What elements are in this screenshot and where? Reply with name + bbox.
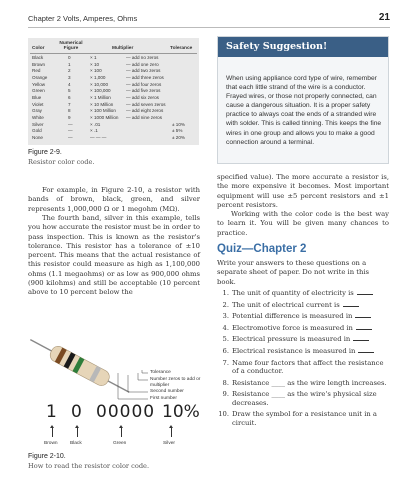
- cell-tolerance: ± 20%: [172, 134, 185, 140]
- quiz-question-number: 6.: [222, 346, 229, 355]
- safety-body: When using appliance cord type of wire, remember that each little strand of the wire is a conductor. Frayed wires, or those not properly connected, can cause a dangerous situation. It is a proper safety practice to always coat the ends of a stranded wire with solder. This is called tinning. This keeps the fine wires in one group and allows you to make a good connection around a terminal.: [226, 75, 382, 146]
- cell-figure: 5: [68, 88, 71, 94]
- digit-tolerance: 10%: [162, 402, 200, 422]
- table-row: [28, 75, 199, 81]
- table-row: [28, 115, 199, 121]
- cell-description: — add three zeros: [126, 74, 164, 80]
- cell-color: Brown: [32, 61, 46, 67]
- quiz-question-list: [217, 289, 389, 430]
- cell-figure: 4: [68, 81, 71, 87]
- quiz-question-text: The unit of electrical current is: [232, 300, 340, 309]
- chapter-title: Chapter 2 Volts, Amperes, Ohms: [28, 14, 138, 23]
- color-code-table: [28, 38, 199, 145]
- cell-description: — add seven zeros: [126, 101, 166, 107]
- label-multiplier: Number zeros to add or multiplier: [150, 377, 201, 388]
- cell-description: — add two zeros: [126, 68, 161, 74]
- safety-suggestion-box: [217, 36, 389, 164]
- quiz-question: [217, 312, 389, 320]
- quiz-question: [217, 359, 389, 376]
- table-row: [28, 82, 199, 88]
- cell-description: — add six zeros: [126, 94, 159, 100]
- answer-blank: [355, 312, 371, 318]
- answer-blank: [356, 324, 372, 330]
- answer-blank: [357, 289, 373, 295]
- figure-2-10-number: Figure 2-10.: [28, 453, 66, 460]
- quiz-question: [217, 379, 389, 387]
- leader-multiplier: [138, 373, 148, 380]
- right-paragraph-2: Working with the color code is the best way to learn it. You will be given many chances to practice.: [217, 210, 389, 237]
- figure-2-9-number: Figure 2-9.: [28, 149, 62, 156]
- safety-header: [218, 37, 388, 57]
- table-row: [28, 68, 199, 74]
- quiz-question: [217, 324, 389, 332]
- cell-description: — add no zeros: [126, 55, 159, 60]
- cell-multiplier: × 1,000: [90, 74, 106, 80]
- cell-color: Violet: [32, 101, 44, 107]
- quiz-question-number: 8.: [222, 378, 229, 387]
- quiz-question: [217, 390, 389, 407]
- band-name-first: Brown: [44, 441, 58, 446]
- table-header-tolerance: Tolerance: [170, 46, 193, 51]
- quiz-question-text: Electromotive force is measured in: [232, 323, 353, 332]
- quiz-question-text: Draw the symbol for a resistance unit in a circuit.: [232, 410, 377, 427]
- cell-color: Red: [32, 68, 41, 74]
- cell-color: Silver: [32, 121, 44, 127]
- table-header-rule: [30, 53, 197, 54]
- cell-multiplier: × .01: [90, 121, 101, 127]
- table-header-figure: Numerical Figure: [59, 41, 83, 51]
- cell-figure: 9: [68, 114, 71, 120]
- cell-multiplier: × 10 Million: [90, 101, 114, 107]
- cell-multiplier: × 1 Million: [90, 94, 111, 100]
- cell-figure: 1: [68, 61, 71, 67]
- cell-color: White: [32, 114, 44, 120]
- cell-multiplier: — — —: [90, 134, 107, 140]
- cell-description: — add five zeros: [126, 88, 161, 94]
- cell-description: — add nine zeros: [126, 114, 163, 120]
- cell-figure: 8: [68, 108, 71, 114]
- band-name-second: Black: [70, 441, 82, 446]
- cell-multiplier: × 10: [90, 61, 100, 67]
- cell-tolerance: ± 5%: [172, 128, 183, 134]
- cell-multiplier: × 100 Million: [90, 108, 116, 114]
- resistor-lead-left: [30, 340, 53, 352]
- figure-2-10-caption: How to read the resistor color code.: [28, 462, 150, 470]
- safety-title: Safety Suggestion!: [226, 41, 328, 52]
- quiz-intro: Write your answers to these questions on a separate sheet of paper. Do not write in this book.: [217, 259, 370, 286]
- arrow-first: [52, 427, 53, 437]
- table-row: [28, 95, 199, 101]
- quiz-question-text: Potential difference is measured in: [232, 312, 353, 321]
- quiz-question-number: 2.: [222, 300, 229, 309]
- resistor-lead-right: [106, 380, 129, 392]
- quiz-question-number: 10.: [218, 410, 229, 419]
- cell-color: Blue: [32, 94, 42, 100]
- leader-tolerance: [142, 370, 148, 373]
- cell-multiplier: × 10,000: [90, 81, 109, 87]
- quiz-question: [217, 301, 389, 309]
- label-tolerance: Tolerance: [150, 370, 171, 375]
- quiz-question-text: Resistance ____ as the wire length increases.: [232, 378, 387, 387]
- answer-blank: [353, 335, 369, 341]
- table-row: [28, 122, 199, 128]
- table-row: [28, 128, 199, 134]
- table-row: [28, 102, 199, 108]
- cell-figure: 0: [68, 55, 71, 60]
- cell-multiplier: × 1000 Million: [90, 114, 119, 120]
- quiz-question-text: Resistance ____ as the wire's physical size decreases.: [232, 390, 377, 407]
- cell-tolerance: ± 10%: [172, 121, 185, 127]
- header-rule: [28, 27, 390, 28]
- cell-figure: 6: [68, 94, 71, 100]
- label-first-number: First number: [150, 396, 177, 401]
- quiz-question-text: Electrical resistance is measured in: [232, 346, 356, 355]
- left-paragraph-2: The fourth band, silver in this example, tells you how accurate the resistor must be in order to pass inspection. This is known as the resistor's tolerance. This resistor has a tolerance of ±10 percent. This means that the actual resistance of this resistor could measure as high as 1,100,000 ohms (1.1 megaohms) or as low as 900,000 ohms (900 kilohms) and still be acceptable (10 percent above to 10 percent below the: [28, 214, 200, 297]
- quiz-question: [217, 335, 389, 343]
- cell-color: Green: [32, 88, 45, 94]
- cell-description: — add one zero: [126, 61, 159, 67]
- cell-figure: —: [68, 134, 73, 140]
- cell-color: None: [32, 134, 43, 140]
- cell-color: Orange: [32, 74, 48, 80]
- page-number: 21: [378, 12, 390, 23]
- table-row: [28, 55, 199, 61]
- band-name-multiplier: Green: [113, 441, 127, 446]
- quiz-question: [217, 289, 389, 297]
- cell-multiplier: × 100: [90, 68, 102, 74]
- left-paragraph-1: For example, in Figure 2-10, a resistor with bands of brown, black, green, and silver represents 1,000,000 Ω or 1 megohm (MΩ).: [28, 186, 200, 213]
- cell-multiplier: × .1: [90, 128, 98, 134]
- table-row: [28, 135, 199, 141]
- cell-color: Gray: [32, 108, 42, 114]
- quiz-question-text: The unit of quantity of electricity is: [232, 289, 354, 297]
- digit-first: 1: [46, 402, 57, 422]
- quiz-question-number: 9.: [222, 390, 229, 399]
- quiz-question-number: 5.: [222, 335, 229, 344]
- cell-figure: 3: [68, 74, 71, 80]
- leader-first: [118, 373, 148, 399]
- label-second-number: Second number: [150, 389, 184, 394]
- quiz-question-number: 3.: [222, 312, 229, 321]
- table-header-color: Color: [32, 46, 45, 51]
- quiz-question-number: 7.: [222, 358, 229, 367]
- digit-second: 0: [71, 402, 82, 422]
- cell-color: Gold: [32, 128, 42, 134]
- table-row: [28, 88, 199, 94]
- quiz-question-text: Electrical pressure is measured in: [232, 335, 351, 344]
- cell-color: Black: [32, 55, 44, 60]
- cell-figure: —: [68, 121, 73, 127]
- arrow-zeros: [121, 427, 122, 437]
- quiz-question-number: 1.: [222, 289, 229, 297]
- digit-zeros: 00000: [96, 402, 156, 422]
- quiz-question-number: 4.: [222, 323, 229, 332]
- cell-figure: 2: [68, 68, 71, 74]
- cell-color: Yellow: [32, 81, 46, 87]
- arrow-second: [77, 427, 78, 437]
- cell-multiplier: × 100,000: [90, 88, 111, 94]
- quiz-question: [217, 410, 389, 427]
- cell-description: — add eight zeros: [126, 108, 164, 114]
- table-row: [28, 62, 199, 68]
- arrow-tolerance: [171, 427, 172, 437]
- cell-figure: 7: [68, 101, 71, 107]
- quiz-title: Quiz—Chapter 2: [217, 243, 307, 255]
- cell-figure: —: [68, 128, 73, 134]
- quiz-question-text: Name four factors that affect the resistance of a conductor.: [232, 358, 384, 375]
- page-header: [28, 14, 390, 28]
- cell-multiplier: × 1: [90, 55, 97, 60]
- quiz-question: [217, 347, 389, 355]
- right-paragraph-1: specified value). The more accurate a resistor is, the more expensive it becomes. Most important equipment will use ±5 percent resistors and ±1 percent resistors.: [217, 173, 389, 209]
- table-row: [28, 108, 199, 114]
- table-header-multiplier: Multiplier: [112, 46, 134, 51]
- answer-blank: [358, 347, 374, 353]
- band-name-tolerance: Silver: [163, 441, 175, 446]
- answer-blank: [343, 301, 359, 307]
- cell-description: — add four zeros: [126, 81, 162, 87]
- figure-2-9-caption: Resistor color code.: [28, 158, 95, 166]
